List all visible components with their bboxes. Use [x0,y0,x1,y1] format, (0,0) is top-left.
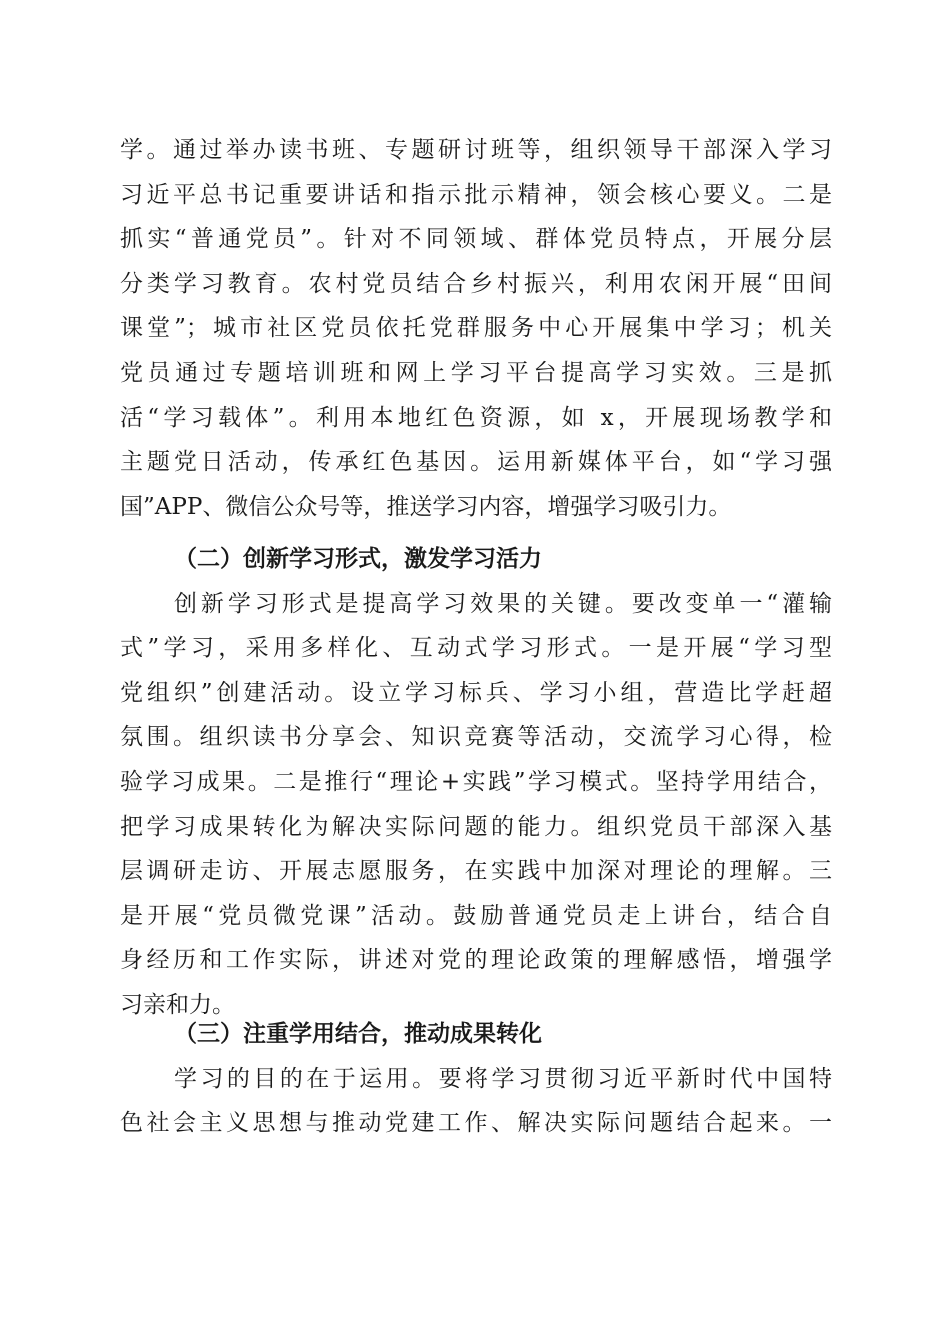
text-line: 党组织”创建活动。设立学习标兵、学习小组，营造比学赶超 [120,679,832,706]
text-line: 党员通过专题培训班和网上学习平台提高学习实效。三是抓 [120,359,832,386]
text-line: 抓实“普通党员”。针对不同领域、群体党员特点，开展分层 [120,226,832,253]
text-line: 主题党日活动，传承红色基因。运用新媒体平台，如“学习强 [120,449,832,476]
text-line: 创新学习形式是提高学习效果的关键。要改变单一“灌输 [174,590,832,617]
text-line: 身经历和工作实际，讲述对党的理论政策的理解感悟，增强学 [120,947,832,974]
text-line: 式”学习，采用多样化、互动式学习形式。一是开展“学习型 [120,635,832,662]
text-line: 习亲和力。 [120,991,235,1018]
text-line: 学习的目的在于运用。要将学习贯彻习近平新时代中国特 [174,1065,832,1092]
text-line: 分类学习教育。农村党员结合乡村振兴，利用农闲开展“田间 [120,270,832,297]
text-line: 习近平总书记重要讲话和指示批示精神，领会核心要义。二是 [120,181,832,208]
text-line: 层调研走访、开展志愿服务，在实践中加深对理论的理解。三 [120,858,832,885]
section-heading: （三）注重学用结合，推动成果转化 [174,1020,542,1047]
text-line: 是开展“党员微党课”活动。鼓励普通党员走上讲台，结合自 [120,902,832,929]
text-line: 活“学习载体”。利用本地红色资源，如 x，开展现场教学和 [120,404,832,431]
text-line: 把学习成果转化为解决实际问题的能力。组织党员干部深入基 [120,813,832,840]
text-line: 色社会主义思想与推动党建工作、解决实际问题结合起来。一 [120,1110,832,1137]
section-two [120,537,832,1028]
text-line: 学。通过举办读书班、专题研讨班等，组织领导干部深入学习 [120,137,832,163]
text-line: 国”APP、微信公众号等，推送学习内容，增强学习吸引力。 [120,493,732,520]
section-three [120,1012,832,1146]
section-heading: （二）创新学习形式，激发学习活力 [174,545,542,572]
paragraph-continuation [120,128,832,529]
text-line: 氛围。组织读书分享会、知识竞赛等活动，交流学习心得，检 [120,724,832,751]
text-line: 验学习成果。二是推行“理论+实践”学习模式。坚持学用结合， [120,768,832,795]
text-line: 课堂”；城市社区党员依托党群服务中心开展集中学习；机关 [120,315,832,342]
